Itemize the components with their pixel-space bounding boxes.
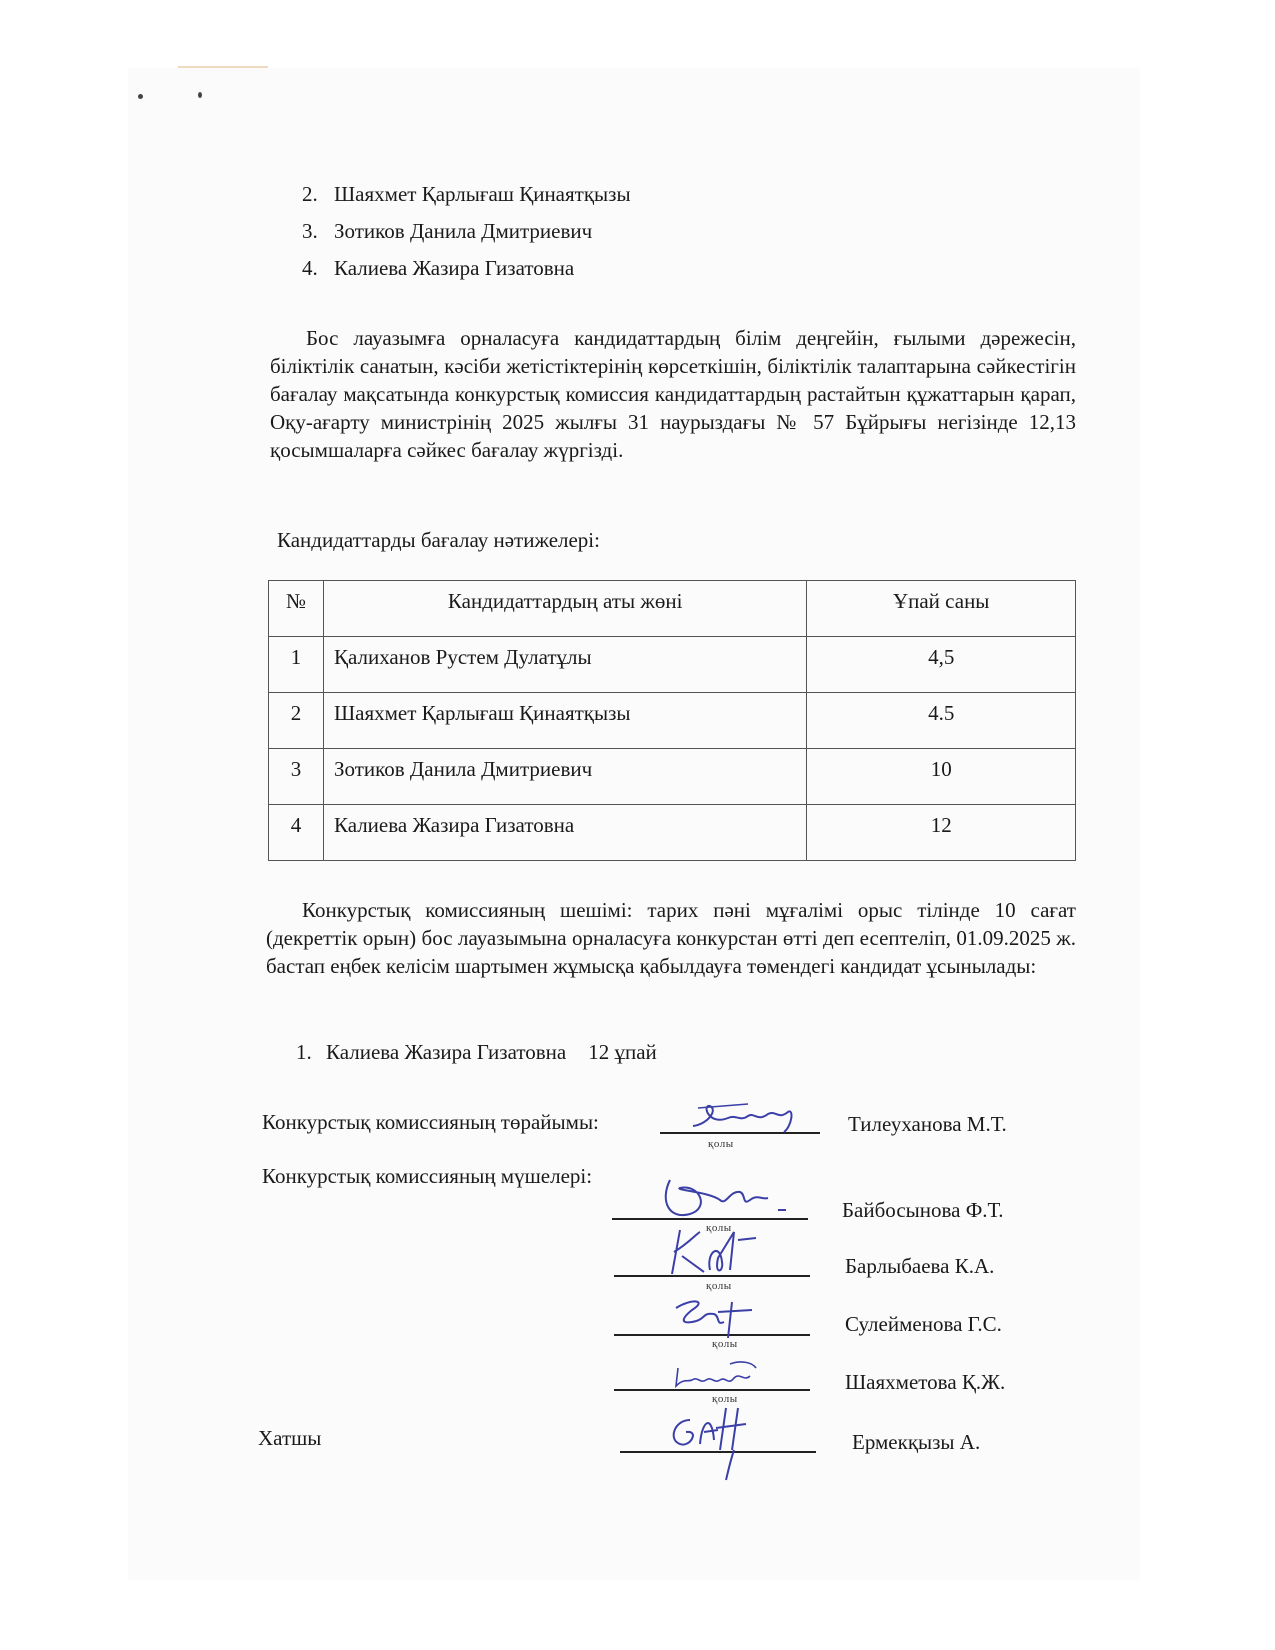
- scan-speck: [138, 94, 143, 99]
- member-name: Байбосынова Ф.Т.: [842, 1198, 1004, 1222]
- header-no: №: [269, 581, 324, 637]
- secretary-signature-icon: [660, 1400, 760, 1482]
- chair-signature-icon: [688, 1096, 818, 1136]
- decision-paragraph: Конкурстық комиссияның шешімі: тарих пәні мұғалімі орыс тілінде 10 сағат (декреттік орын) бос лауазымына орналасуға конкурстан өтті деп есептеліп, 01.09.2025 ж. бастап еңбек келісім шартымен жұмысқа қабылдауға төмендегі кандидат ұсынылады:: [266, 898, 1076, 978]
- member-signature-icon: [662, 1292, 762, 1342]
- member-signature-icon: [660, 1222, 770, 1282]
- cell-score: 4.5: [807, 693, 1076, 749]
- table-header-row: [269, 581, 1076, 637]
- list-item: 4. Калиева Жазира Гизатовна: [302, 256, 575, 280]
- results-table: [268, 580, 1076, 861]
- member-signature-caption: қолы: [706, 1280, 732, 1292]
- member-name: Барлыбаева К.А.: [845, 1254, 995, 1278]
- winner-line: 1. Калиева Жазира Гизатовна 12 ұпай: [296, 1040, 657, 1064]
- member-signature-icon: [650, 1170, 790, 1230]
- assessment-paragraph: Бос лауазымға орналасуға кандидаттардың білім деңгейін, ғылыми дәрежесін, біліктілік санатын, кәсіби жетістіктерінің көрсеткішін, біліктілік талаптарына сәйкестігін бағалау мақсатында конкурстық комиссия кандидаттардың растайтын құжаттарын қарап, Оқу-ағарту министрінің 2025 жылғы 31 наурыздағы № 57 Бұйрығы негізінде 12,13 қосымшаларға сәйкес бағалау жүргізді.: [270, 326, 1076, 462]
- table-row: [269, 805, 1076, 861]
- results-caption: Кандидаттарды бағалау нәтижелері:: [277, 528, 600, 552]
- header-score: Ұпай саны: [807, 581, 1076, 637]
- cell-name: Зотиков Данила Дмитриевич: [323, 749, 806, 805]
- cell-score: 10: [807, 749, 1076, 805]
- cell-name: Қалиханов Рустем Дулатұлы: [323, 637, 806, 693]
- cell-name: Калиева Жазира Гизатовна: [323, 805, 806, 861]
- member-name: Сулейменова Г.С.: [845, 1312, 1002, 1336]
- chair-label: Конкурстық комиссияның төрайымы:: [262, 1110, 599, 1134]
- scan-speck: [198, 92, 202, 98]
- member-signature-caption: қолы: [712, 1393, 738, 1405]
- member-signature-caption: қолы: [706, 1222, 732, 1234]
- member-name: Шаяхметова Қ.Ж.: [845, 1370, 1006, 1394]
- header-name: Кандидаттардың аты жөні: [323, 581, 806, 637]
- cell-no: 1: [269, 637, 324, 693]
- table-row: [269, 637, 1076, 693]
- secretary-label: Хатшы: [258, 1426, 322, 1450]
- secretary-name: Ермекқызы А.: [852, 1430, 981, 1454]
- table-row: [269, 693, 1076, 749]
- cell-name: Шаяхмет Қарлығаш Қинаятқызы: [323, 693, 806, 749]
- member-signature-caption: қолы: [712, 1338, 738, 1350]
- chair-signature-caption: қолы: [708, 1138, 734, 1150]
- cell-score: 12: [807, 805, 1076, 861]
- chair-name: Тилеуханова М.Т.: [848, 1112, 1007, 1136]
- members-label: Конкурстық комиссияның мүшелері:: [262, 1164, 593, 1188]
- cell-no: 4: [269, 805, 324, 861]
- cell-no: 2: [269, 693, 324, 749]
- member-signature-icon: [670, 1358, 770, 1394]
- scan-mark: [178, 66, 268, 68]
- list-item: 3. Зотиков Данила Дмитриевич: [302, 219, 593, 243]
- table-row: [269, 749, 1076, 805]
- list-item: 2. Шаяхмет Қарлығаш Қинаятқызы: [302, 182, 631, 206]
- cell-no: 3: [269, 749, 324, 805]
- cell-score: 4,5: [807, 637, 1076, 693]
